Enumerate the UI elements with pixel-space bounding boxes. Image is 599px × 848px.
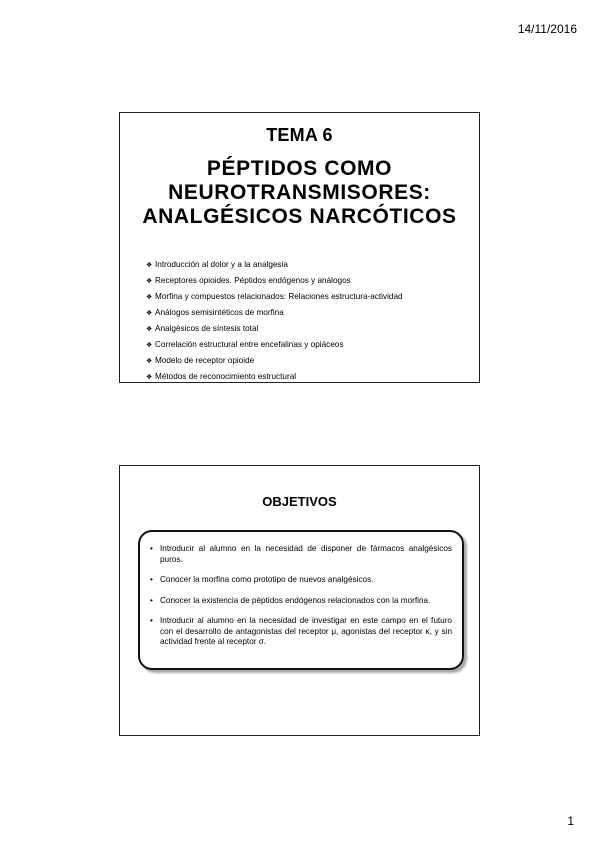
slide-2 — [119, 465, 480, 736]
diamond-bullet-icon: ❖ — [146, 262, 153, 269]
diamond-bullet-icon: ❖ — [146, 294, 153, 301]
title-line: NEUROTRANSMISORES: — [168, 181, 431, 204]
tema-heading: TEMA 6 — [266, 125, 333, 145]
objectives-title: OBJETIVOS — [262, 494, 337, 509]
bullet-icon: • — [150, 544, 153, 553]
list-item: • Conocer la existencia de péptidos endógenos relacionados con la morfina. — [150, 595, 431, 605]
list-item: ❖ Analgésicos de síntesis total — [146, 321, 479, 337]
diamond-bullet-icon: ❖ — [146, 326, 153, 333]
list-item: ❖ Análogos semisintéticos de morfina — [146, 305, 479, 321]
objectives-list — [150, 544, 452, 648]
list-item: ❖ Correlación estructural entre encefalinas y opiáceos — [146, 337, 479, 353]
diamond-bullet-icon: ❖ — [146, 358, 153, 365]
list-item: ❖ Modelo de receptor opioide — [146, 353, 479, 369]
list-item: • Conocer la morfina como prototipo de nuevos analgésicos. — [150, 575, 374, 584]
title-line: ANALGÉSICOS NARCÓTICOS — [142, 205, 457, 228]
list-item: ❖ Receptores opioides. Péptidos endógenos y análogos — [146, 273, 479, 289]
bullet-icon: • — [150, 575, 153, 584]
diamond-bullet-icon: ❖ — [146, 278, 153, 285]
bullet-icon: • — [150, 595, 153, 605]
list-item: ❖ Introducción al dolor y a la analgesia — [146, 257, 479, 273]
slide-1 — [119, 112, 480, 383]
date-label: 14/11/2016 — [517, 22, 577, 36]
topics-list — [146, 257, 479, 385]
page-number: 1 — [567, 814, 574, 828]
list-item: ❖ Métodos de reconocimiento estructural — [146, 369, 479, 385]
diamond-bullet-icon: ❖ — [146, 374, 153, 381]
list-item: • Introducir al alumno en la necesidad de investigar en este campo en el futuro con el desarrollo de antagonistas del receptor μ, agonistas del receptor κ, y sin actividad frente al receptor σ. — [150, 616, 452, 646]
slide-title — [120, 157, 479, 229]
objectives-box — [138, 530, 464, 670]
diamond-bullet-icon: ❖ — [146, 342, 153, 349]
list-item: • Introducir al alumno en la necesidad de disponer de fármacos analgésicos puros. — [150, 544, 452, 564]
title-line: PÉPTIDOS COMO — [206, 157, 393, 180]
list-item: ❖ Morfina y compuestos relacionados: Relaciones estructura-actividad — [146, 289, 479, 305]
diamond-bullet-icon: ❖ — [146, 310, 153, 317]
bullet-icon: • — [150, 616, 153, 625]
